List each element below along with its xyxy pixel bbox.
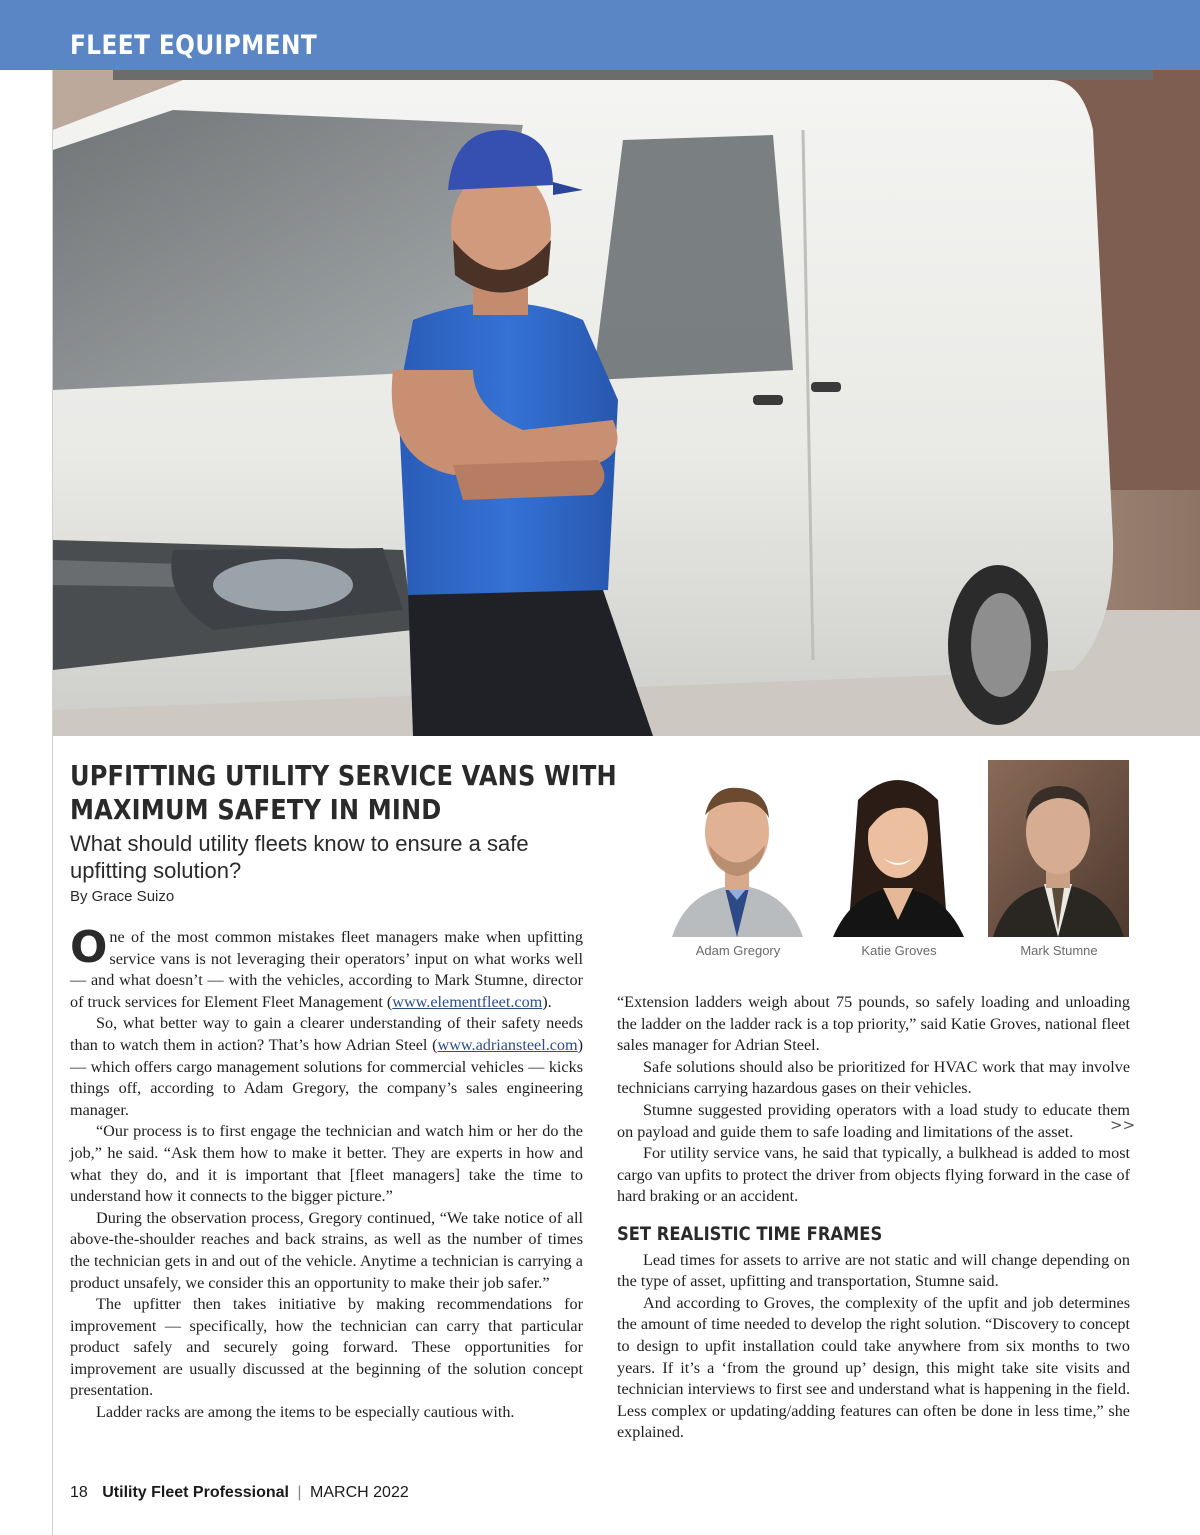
article-column-right	[617, 992, 1130, 1444]
page-footer	[70, 1484, 409, 1502]
section-header-bar	[0, 0, 1200, 70]
article-column-left	[70, 922, 583, 1424]
paragraph-2-text: So, what better way to gain a clearer understanding of their safety needs than to watch them in action? That’s how Adrian Steel (	[70, 1014, 583, 1054]
paragraph-3: “Our process is to first engage the technician and watch him or her do the job,” he said. “Ask them how to make it better. They are experts in how and what they do, and it is important that [fleet managers] take the time to understand how it connects to the bigger picture.”	[70, 1122, 583, 1206]
paragraph-1	[70, 922, 583, 1013]
subsection-heading: SET REALISTIC TIME FRAMES	[617, 1222, 883, 1245]
hero-photo-illustration	[53, 70, 1200, 736]
page-number: 18	[70, 1484, 88, 1501]
portrait-katie-groves-image	[828, 760, 969, 937]
section-label: FLEET EQUIPMENT	[70, 30, 318, 61]
paragraph-2-tail: ) — which offers cargo management solutions for commercial vehicles — kicks things off, according to Adam Gregory, the company’s sales engineering manager.	[70, 1035, 583, 1119]
portrait-adam-gregory	[667, 760, 808, 937]
footer-separator: |	[297, 1484, 302, 1501]
article-subhead: What should utility fleets know to ensure a safe upfitting solution?	[70, 831, 529, 883]
drop-cap: O	[70, 922, 108, 973]
portrait-katie-groves	[828, 760, 969, 937]
paragraph-1-tail: ).	[542, 992, 552, 1011]
paragraph-9: Stumne suggested providing operators with a load study to educate them on payload and guide them to safe loading and limitations of the asset.	[617, 1100, 1130, 1141]
paragraph-10: For utility service vans, he said that typically, a bulkhead is added to most cargo van upfits to protect the driver from objects flying forward in the case of hard braking or an accident.	[617, 1144, 1130, 1206]
caption-mark-stumne: Mark Stumne	[1020, 943, 1098, 958]
portrait-mark-stumne	[988, 760, 1129, 937]
paragraph-7: “Extension ladders weigh about 75 pounds, so safely loading and unloading the ladder on the ladder rack is a top priority,” said Katie Groves, national fleet sales manager for Adrian Steel.	[617, 993, 1130, 1055]
paragraph-2	[70, 1013, 583, 1121]
hero-photo	[53, 70, 1200, 736]
paragraph-12: And according to Groves, the complexity of the upfit and job determines the amount of time needed to develop the right solution. “Discovery to concept to design to upfit installation could take anywhere from six months to two years. If it’s a ‘from the ground up’ design, this might take site visits and technician interviews to first see and understand what is happening in the field. Less complex or updating/adding features can often be done in less time,” she explained.	[617, 1293, 1130, 1442]
paragraph-1-text: ne of the most common mistakes fleet managers make when upfitting service vans is not leveraging their operators’ input on what works well — and what doesn’t — with the vehicles, according to Mark Stumne, director of truck services for Element Fleet Management (	[70, 928, 583, 1011]
paragraph-5: The upfitter then takes initiative by making recommendations for improvement — specifically, how the technician can carry that particular product safely and securely going forward. These opportunities for improvement are usually discussed at the beginning of the solution concept presentation.	[70, 1295, 583, 1400]
portrait-adam-gregory-image	[667, 760, 808, 937]
headline-line-2: MAXIMUM SAFETY IN MIND	[70, 793, 442, 826]
continue-arrows: >>	[1110, 1116, 1136, 1134]
caption-adam-gregory: Adam Gregory	[695, 943, 781, 958]
link-adriansteel[interactable]: www.adriansteel.com	[437, 1035, 578, 1054]
publication-name: Utility Fleet Professional	[102, 1484, 289, 1501]
article-headline	[70, 759, 617, 827]
article-byline: By Grace Suizo	[70, 888, 175, 905]
portrait-mark-stumne-image	[988, 760, 1129, 937]
paragraph-11: Lead times for assets to arrive are not static and will change depending on the type of asset, upfitting and transportation, Stumne said.	[617, 1250, 1130, 1291]
paragraph-4: During the observation process, Gregory continued, “We take notice of all above-the-shoulder reaches and back strains, as well as the number of times the technician gets in and out of the vehicle. Anytime a technician is carrying a product unsafely, we consider this an opportunity to make their job safer.”	[70, 1208, 583, 1292]
paragraph-6: Ladder racks are among the items to be especially cautious with.	[96, 1403, 515, 1422]
issue-date: MARCH 2022	[310, 1484, 409, 1501]
caption-katie-groves: Katie Groves	[861, 943, 937, 958]
paragraph-8: Safe solutions should also be prioritized for HVAC work that may involve technicians carrying hazardous gases on their vehicles.	[617, 1057, 1130, 1098]
link-elementfleet[interactable]: www.elementfleet.com	[392, 992, 543, 1011]
headline-line-1: UPFITTING UTILITY SERVICE VANS WITH	[70, 759, 617, 792]
